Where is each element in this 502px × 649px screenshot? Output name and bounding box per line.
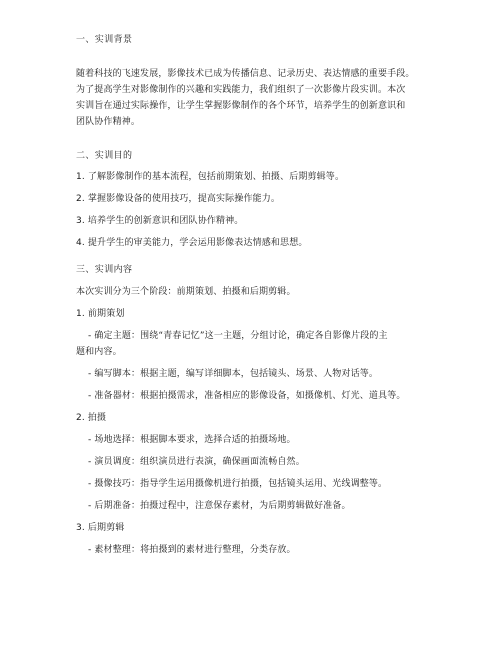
content-intro: 本次实训分为三个阶段：前期策划、拍摄和后期剪辑。 — [76, 287, 296, 297]
phase-step: - 后期准备：拍摄过程中，注意保存素材，为后期剪辑做好准备。 — [88, 501, 351, 511]
paragraph-line: 实训旨在通过实际操作，让学生掌握影像制作的各个环节，培养学生的创新意识和 — [76, 101, 406, 111]
phase-step: - 准备器材：根据拍摄需求，准备相应的影像设备，如摄像机、灯光、道具等。 — [88, 391, 406, 401]
phase-step: - 编写脚本：根据主题，编写详细脚本，包括镜头、场景、人物对话等。 — [88, 369, 379, 379]
phase-step: - 场地选择：根据脚本要求，选择合适的拍摄场地。 — [88, 435, 296, 445]
phase-step-continuation: 题和内容。 — [76, 347, 122, 357]
paragraph-line: 团队协作精神。 — [76, 117, 141, 127]
list-item: 2. 掌握影像设备的使用技巧，提高实际操作能力。 — [76, 194, 281, 204]
section-heading-content: 三、实训内容 — [76, 265, 133, 275]
phase-title: 3. 后期剪辑 — [76, 523, 125, 533]
list-item: 3. 培养学生的创新意识和团队协作精神。 — [76, 216, 244, 226]
phase-step: - 摄像技巧：指导学生运用摄像机进行拍摄，包括镜头运用、光线调整等。 — [88, 479, 388, 489]
phase-step: - 演员调度：组织演员进行表演，确保画面流畅自然。 — [88, 457, 305, 467]
phase-title: 1. 前期策划 — [76, 309, 125, 319]
phase-step: - 确定主题：围绕“青春记忆”这一主题，分组讨论，确定各自影像片段的主 — [88, 331, 388, 341]
paragraph-line: 为了提高学生对影像制作的兴趣和实践能力，我们组织了一次影像片段实训。本次 — [76, 85, 406, 95]
section-heading-background: 一、实训背景 — [76, 35, 133, 45]
phase-step: - 素材整理：将拍摄到的素材进行整理，分类存放。 — [88, 545, 296, 555]
list-item: 4. 提升学生的审美能力，学会运用影像表达情感和思想。 — [76, 238, 308, 248]
list-item: 1. 了解影像制作的基本流程，包括前期策划、拍摄、后期剪辑等。 — [76, 172, 345, 182]
paragraph-line: 随着科技的飞速发展，影像技术已成为传播信息、记录历史、表达情感的重要手段。 — [76, 69, 415, 79]
section-heading-objectives: 二、实训目的 — [76, 151, 133, 161]
phase-title: 2. 拍摄 — [76, 413, 107, 423]
